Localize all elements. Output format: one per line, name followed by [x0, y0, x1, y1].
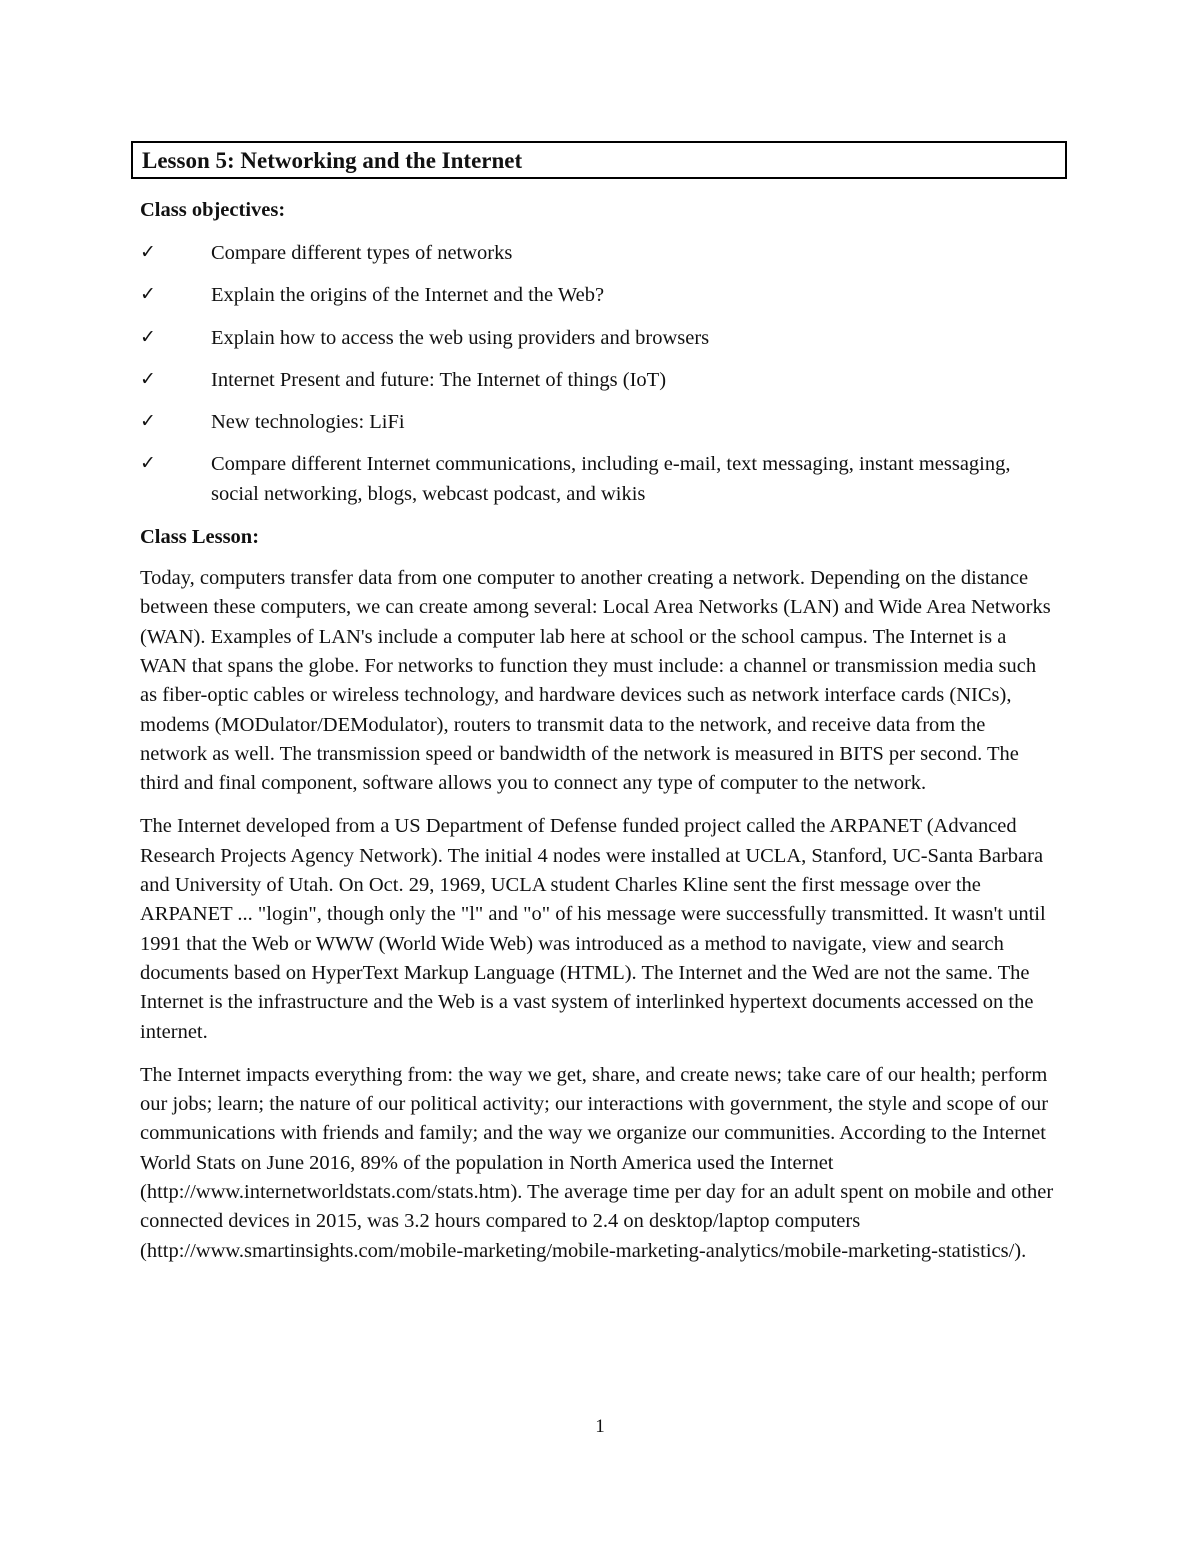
- lesson-heading: Class Lesson:: [140, 526, 260, 549]
- lesson-paragraph: The Internet impacts everything from: the way we get, share, and create news; take care of our health; perform our jobs; learn; the nature of our political activity; our interactions with government, the style and scope of our communications with friends and family; and the way we organize our communities. According to the Internet World Stats on June 2016, 89% of the population in North America used the Internet (http://www.internetworldstats.com/stats.htm). The average time per day for an adult spent on mobile and other connected devices in 2015, was 3.2 hours compared to 2.4 on desktop/laptop computers (http://www.smartinsights.com/mobile-marketing/mobile-marketing-analytics/mobile-marketing-statistics/).: [140, 1063, 1054, 1262]
- objectives-list: [140, 239, 1055, 509]
- objective-item: [140, 450, 1055, 509]
- objective-item: [140, 366, 1055, 395]
- checkmark-icon: ✓: [140, 241, 156, 263]
- lesson-paragraph: Today, computers transfer data from one computer to another creating a network. Depending on the distance between these computers, we can create among several: Local Area Networks (LAN) and Wide Area Networks (WAN). Examples of LAN's include a computer lab here at school or the school campus. The Internet is a WAN that spans the globe. For networks to function they must include: a channel or transmission media such as fiber-optic cables or wireless technology, and hardware devices such as network interface cards (NICs), modems (MODulator/DEModulator), routers to transmit data to the network, and receive data from the network as well. The transmission speed or bandwidth of the network is measured in BITS per second. The third and final component, software allows you to connect any type of computer to the network.: [140, 567, 1051, 795]
- checkmark-icon: ✓: [140, 367, 156, 390]
- objective-item: [140, 239, 1055, 268]
- document-body: [140, 196, 1055, 1280]
- checkmark-icon: ✓: [140, 325, 156, 348]
- checkmark-icon: ✓: [140, 410, 156, 433]
- objective-text: Compare different types of networks: [211, 242, 513, 264]
- lesson-paragraph: The Internet developed from a US Department of Defense funded project called the ARPANET (Advanced Research Projects Agency Network). The initial 4 nodes were installed at UCLA, Stanford, UC-Santa Barbara and University of Utah. On Oct. 29, 1969, UCLA student Charles Kline sent the first message over the ARPANET ... "login", though only the "l" and "o" of his message were successfully transmitted. It wasn't until 1991 that the Web or WWW (World Wide Web) was introduced as a method to navigate, view and search documents based on HyperText Markup Language (HTML). The Internet and the Wed are not the same. The Internet is the infrastructure and the Web is a vast system of interlinked hypertext documents accessed on the internet.: [140, 815, 1046, 1043]
- lesson-title: Lesson 5: Networking and the Internet: [131, 141, 1067, 179]
- objective-text: Explain how to access the web using providers and browsers: [211, 326, 710, 349]
- page-number: 1: [595, 1416, 605, 1437]
- objective-text: Compare different Internet communications, including e-mail, text messaging, instant messaging, social networking, blogs, webcast podcast, and wikis: [211, 453, 1011, 505]
- objectives-heading: Class objectives:: [140, 199, 286, 221]
- objective-item: [140, 281, 1055, 310]
- objective-text: Internet Present and future: The Internet of things (IoT): [211, 368, 667, 391]
- objective-text: New technologies: LiFi: [211, 411, 405, 434]
- objective-item: [140, 324, 1055, 353]
- checkmark-icon: ✓: [140, 452, 156, 475]
- objective-text: Explain the origins of the Internet and the Web?: [211, 284, 605, 307]
- objective-item: [140, 408, 1055, 437]
- checkmark-icon: ✓: [140, 283, 156, 306]
